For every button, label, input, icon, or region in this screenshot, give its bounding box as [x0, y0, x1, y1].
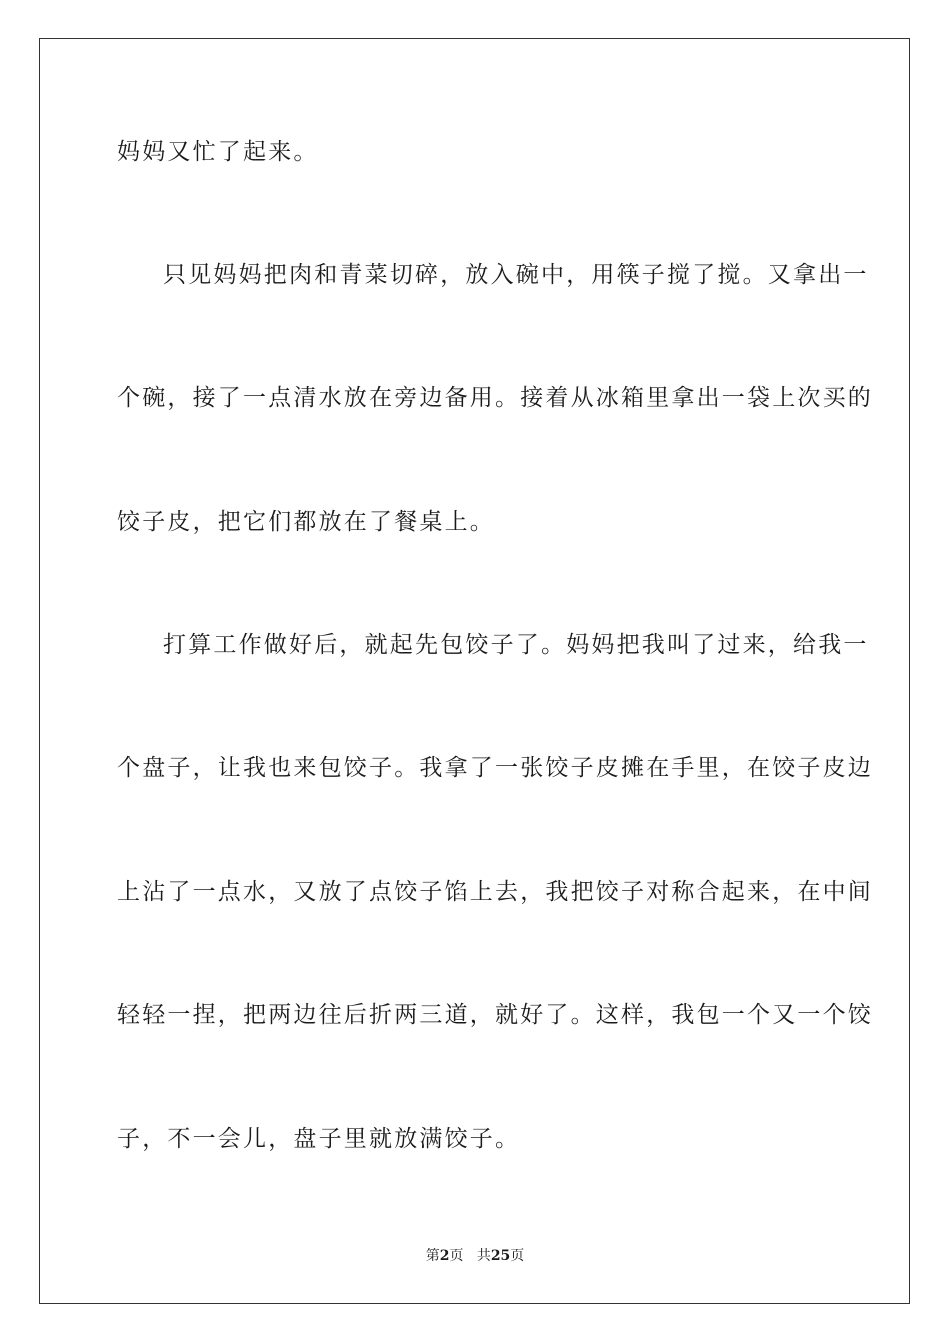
- text-line: 轻轻一捏，把两边往后折两三道，就好了。这样，我包一个又一个饺: [117, 1002, 873, 1028]
- text-line: 子，不一会儿，盘子里就放满饺子。: [117, 1126, 521, 1152]
- text-line: 上沾了一点水，又放了点饺子馅上去，我把饺子对称合起来，在中间: [117, 879, 873, 905]
- page-suffix: 页: [449, 1248, 464, 1264]
- text-line: 妈妈又忙了起来。: [117, 139, 319, 165]
- total-prefix: 共: [476, 1248, 491, 1264]
- text-line: 个盘子，让我也来包饺子。我拿了一张饺子皮摊在手里，在饺子皮边: [117, 755, 873, 781]
- text-line: 饺子皮，把它们都放在了餐桌上。: [117, 509, 495, 535]
- page-border: [39, 38, 910, 1304]
- page-prefix: 第: [425, 1248, 440, 1264]
- paragraph-first-line: 只见妈妈把肉和青菜切碎，放入碗中，用筷子搅了搅。又拿出一: [163, 262, 869, 288]
- total-suffix: 页: [510, 1248, 525, 1264]
- text-line: 个碗，接了一点清水放在旁边备用。接着从冰箱里拿出一袋上次买的: [117, 385, 873, 411]
- page-number: 2: [439, 1248, 450, 1264]
- paragraph-first-line: 打算工作做好后，就起先包饺子了。妈妈把我叫了过来，给我一: [163, 632, 869, 658]
- page-footer: [0, 1247, 950, 1265]
- total-pages: 25: [490, 1248, 511, 1264]
